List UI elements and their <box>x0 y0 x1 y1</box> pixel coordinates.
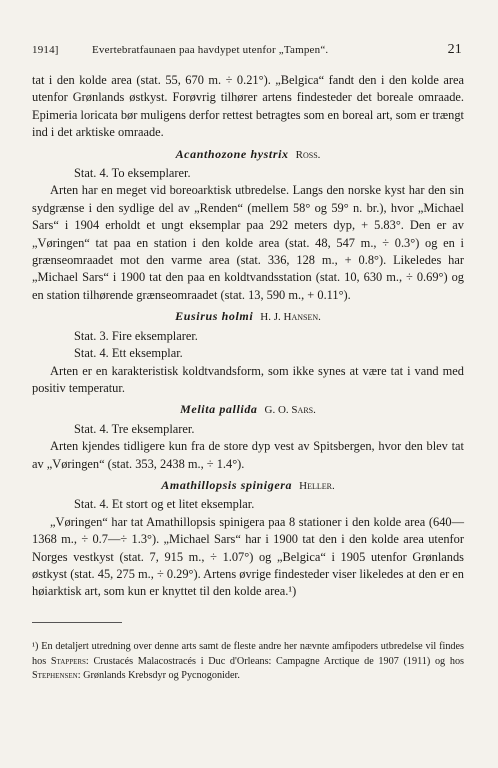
species-name: Amathillopsis spinigera <box>161 477 293 492</box>
species-heading-acanthozone <box>32 146 464 164</box>
species-name: Melita pallida <box>180 402 258 417</box>
species-name: Eusirus holmi <box>175 309 254 324</box>
footnote-rule <box>32 622 122 623</box>
footnote-text: : Grønlands Krebsdyr og Pycnogonider. <box>77 670 240 682</box>
paragraph-amathillopsis: „Vøringen“ har tat Amathillopsis spinigera paa 8 stationer i den kolde area (640—1368 m., ÷ 0.7—÷ 1.3°). „Michael Sars“ har i 1900 tat den i den kolde area utenfor Norges vestkyst (stat. 7, 915 m., ÷ 1.07°) og „Belgica“ i 1905 utenfor Grønlands østkyst (stat. 45, 275 m., ÷ 0.29°). Artens øvrige findesteder viser likeledes at den er en høiarktisk art, som kun er knyttet til den kolde area.¹) <box>32 514 464 599</box>
species-author: Ross. <box>295 148 321 161</box>
species-author: Heller. <box>299 479 335 492</box>
station-line: Stat. 4. Et stort og et litet eksemplar. <box>74 497 255 512</box>
species-author: G. O. Sars. <box>264 404 316 417</box>
paragraph-melita: Arten kjendes tidligere kun fra de store dyp vest av Spitsbergen, hvor den blev tat av „Vøringen“ (stat. 353, 2438 m., ÷ 1.4°). <box>32 439 464 471</box>
paragraph-acanthozone: Arten har en meget vid boreoarktisk utbredelse. Langs den norske kyst har den sin sydgrænse i den sydlige del av „Renden“ (mellem 58° og 59° n. br.), hvor „Michael Sars“ i 1904 erholdt et ungt eksemplar paa 292 meters dyp, + 5.83°. Den er av „Vøringen“ tat paa en station i den kolde area (stat. 48, 547 m., ÷ 0.3°) og en i grænseomraadet mot den varme area (stat. 336, 128 m., + 0.8°). Likeledes har „Michael Sars“ i 1900 tat den paa en koldtvandsstation (stat. 10, 630 m., ÷ 0.69°) og en station tilhørende grænseomraadet (stat. 13, 590 m., + 0.11°). <box>32 183 464 302</box>
species-author: H. J. Hansen. <box>260 311 321 324</box>
header-year: 1914] <box>32 44 59 56</box>
footnote-author: Stappers <box>50 655 86 667</box>
page-number: 21 <box>447 42 462 57</box>
footnote-text: ¹) En detaljert utredning over denne arts samt de fleste andre her nævnte amfipoders utbredelse vil findes hos <box>32 641 464 667</box>
species-heading-amathillopsis <box>32 477 464 495</box>
paragraph-epimeria: tat i den kolde area (stat. 55, 670 m. ÷ 0.21°). „Belgica“ fandt den i den kolde area utenfor Grønlands østkyst. Forøvrig tilhører artens findesteder det boreale omraade. Epimeria loricata bør muligens derfor rettest betragtes som en boreal art, som er trængt ind i det arktiske omraade. <box>32 73 464 140</box>
header-title: Evertebratfaunaen paa havdypet utenfor „Tampen“. <box>92 44 329 56</box>
species-heading-melita <box>32 401 464 419</box>
station-line: Stat. 4. To eksemplarer. <box>74 166 191 181</box>
footnote <box>32 640 464 684</box>
species-name: Acanthozone hystrix <box>175 146 289 161</box>
paragraph-eusirus: Arten er en karakteristisk koldtvandsform, som ikke synes at være tat i vand med positiv temperatur. <box>32 363 464 395</box>
station-line: Stat. 3. Fire eksemplarer. <box>74 328 198 343</box>
running-header <box>32 44 462 60</box>
page-body <box>32 72 464 601</box>
station-line: Stat. 4. Ett eksemplar. <box>74 346 183 361</box>
station-line: Stat. 4. Tre eksemplarer. <box>74 421 195 436</box>
species-heading-eusirus <box>32 308 464 326</box>
footnote-text: : Crustacés Malacostracés i Duc d'Orleans: Campagne Arctique de 1907 (1911) og hos <box>85 655 465 667</box>
footnote-author: Stephensen <box>32 670 78 682</box>
